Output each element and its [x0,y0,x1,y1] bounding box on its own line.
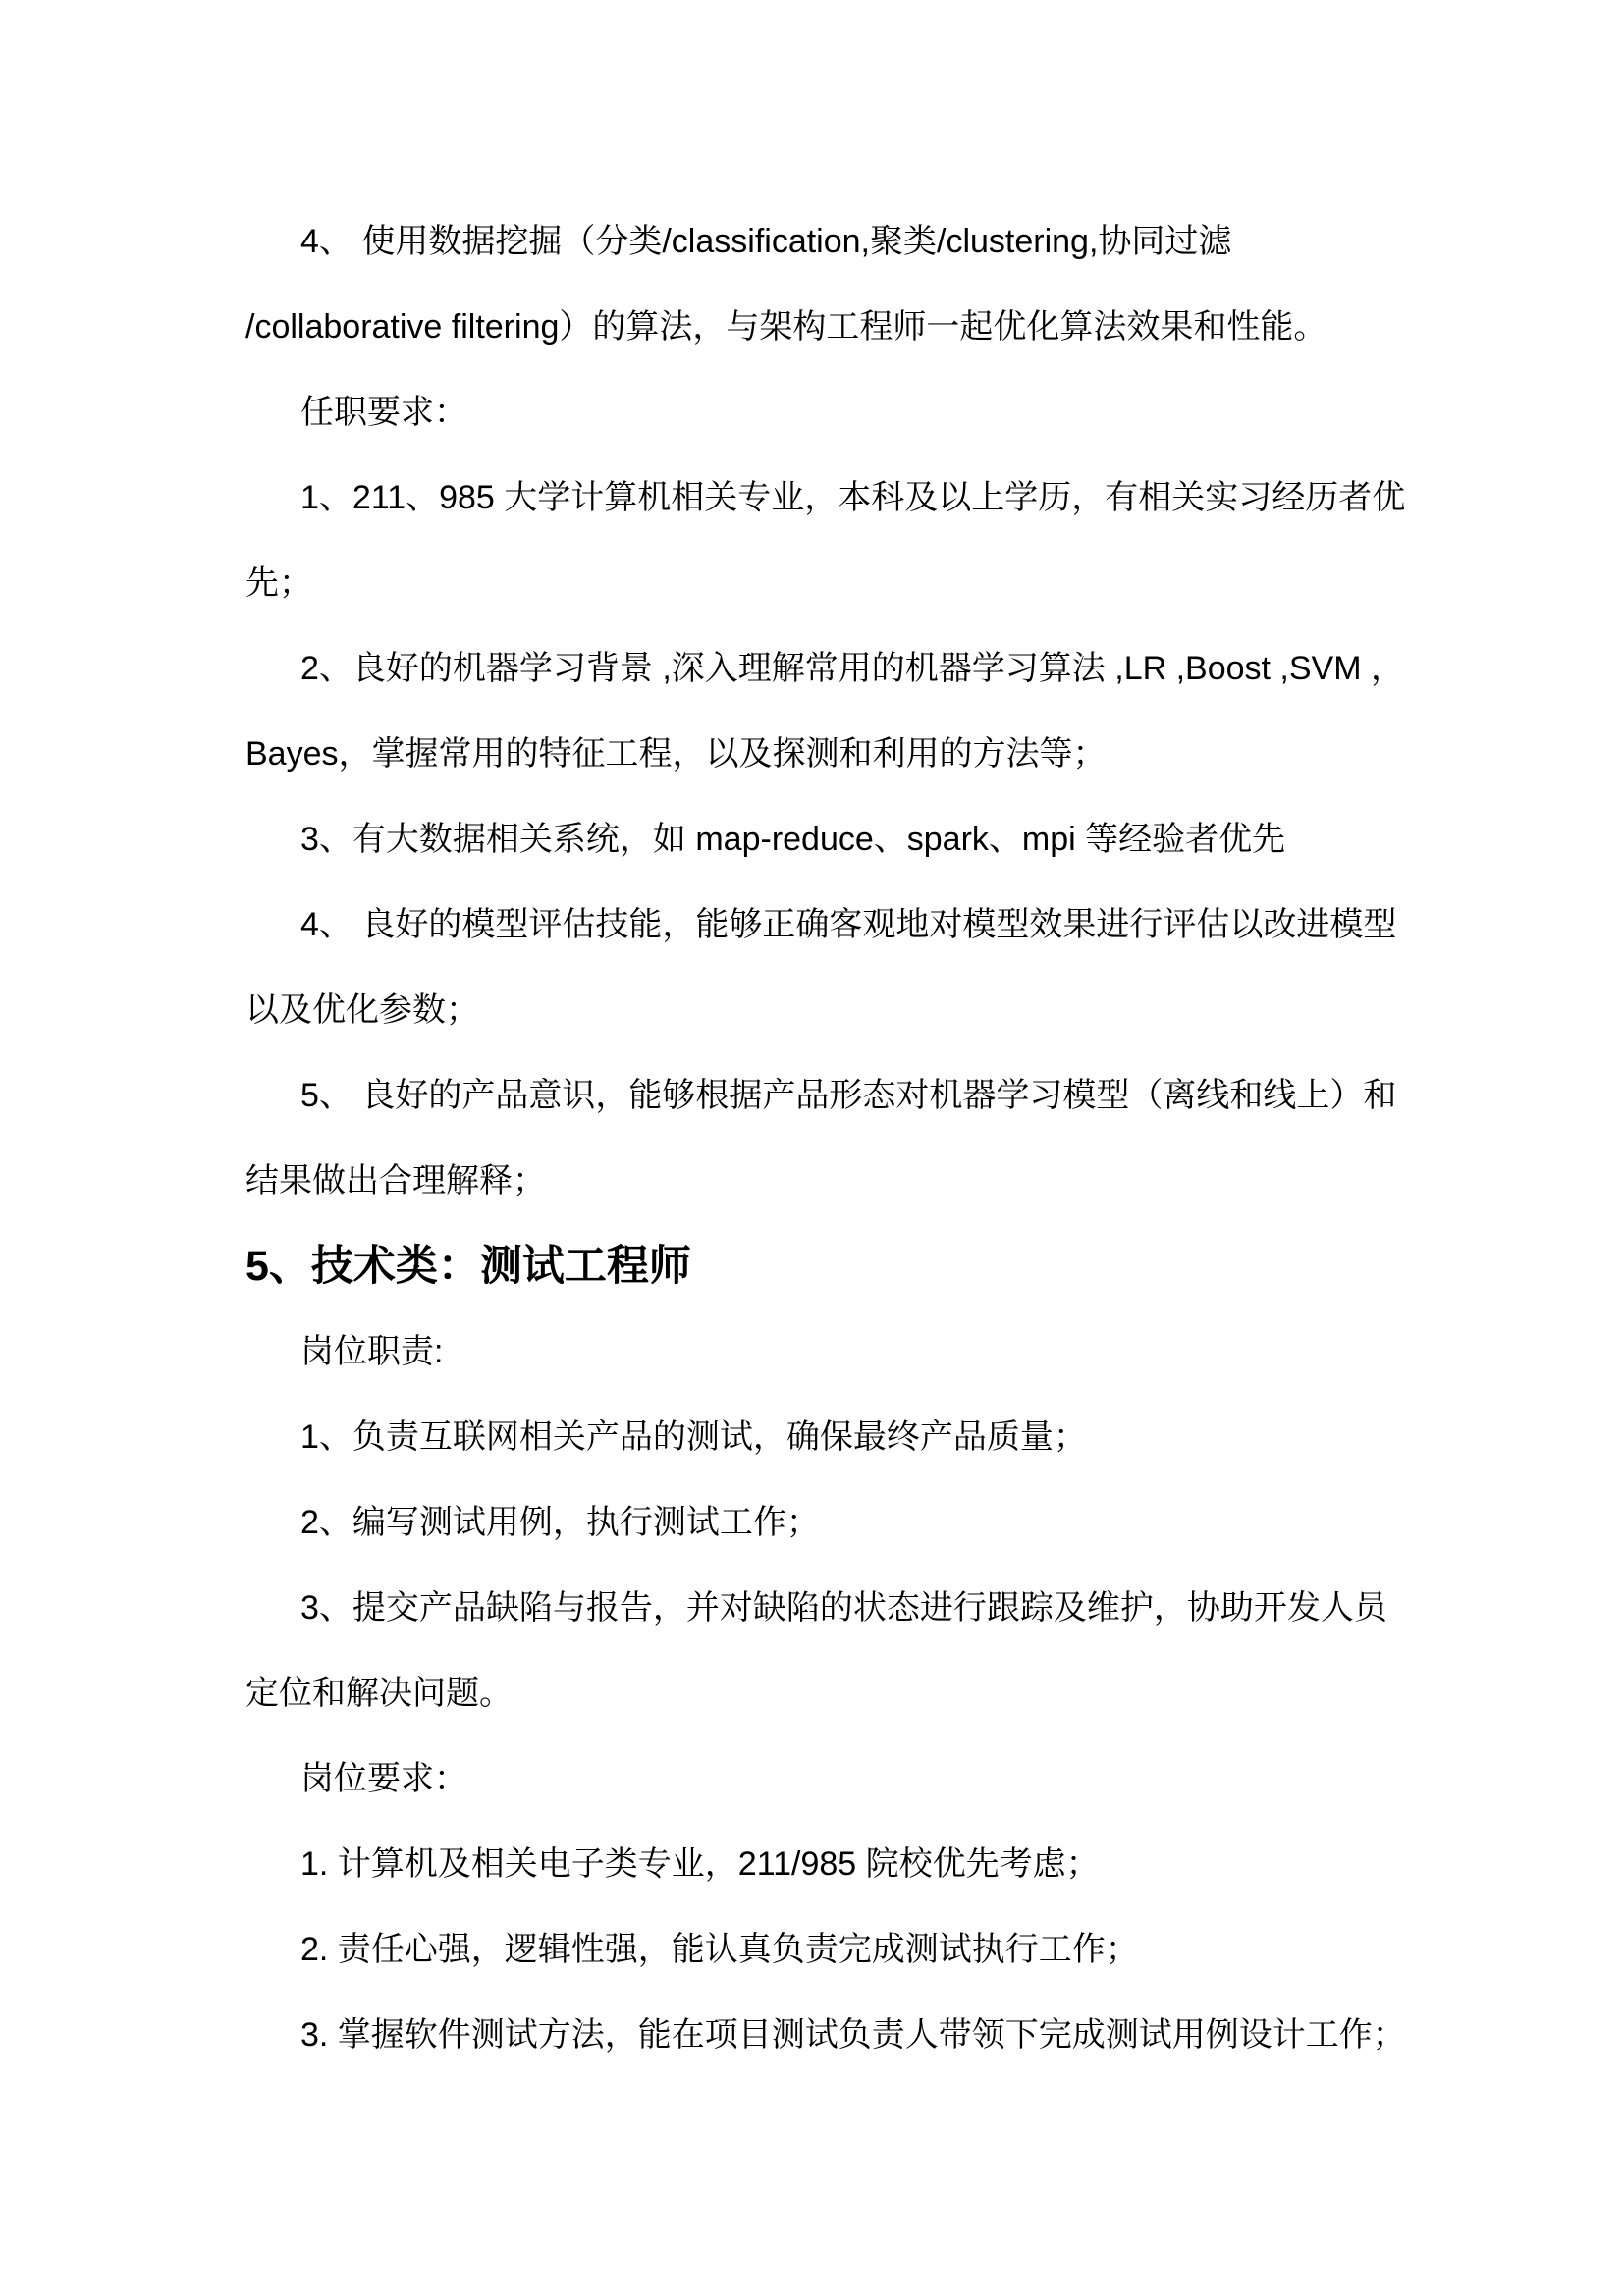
text-line: 任职要求： [300,394,467,431]
text-line: 以及优化参数； [245,991,479,1029]
text-line: 结果做出合理解释； [245,1162,546,1200]
text-line: 2、良好的机器学习背景 ,深入理解常用的机器学习算法 ,LR ,Boost ,SVM ， [300,650,1405,687]
text-line: 1、211、985 大学计算机相关专业，本科及以上学历，有相关实习经历者优 [300,479,1406,516]
document-body [245,199,1406,2078]
text-line: 3、提交产品缺陷与报告，并对缺陷的状态进行跟踪及维护，协助开发人员 [300,1589,1387,1627]
text-line: 1、负责互联网相关产品的测试，确保最终产品质量； [300,1418,1087,1456]
text-line: 4、 良好的模型评估技能，能够正确客观地对模型效果进行评估以改进模型 [300,906,1397,943]
text-line: /collaborative filtering）的算法，与架构工程师一起优化算法效果和性能。 [245,308,1327,346]
text-line: 定位和解决问题。 [245,1675,513,1712]
text-line: 4、 使用数据挖掘（分类/classification,聚类/clustering,协同过滤 [300,223,1232,260]
text-line: Bayes，掌握常用的特征工程，以及探测和利用的方法等； [245,735,1107,773]
text-line: 岗位要求： [300,1760,467,1797]
text-line: 岗位职责: [300,1333,444,1370]
text-line: 1. 计算机及相关电子类专业，211/985 院校优先考虑； [300,1845,1100,1883]
text-line: 3、有大数据相关系统，如 map-reduce、spark、mpi 等经验者优先 [300,821,1286,858]
text-line: 2. 责任心强，逻辑性强，能认真负责完成测试执行工作； [300,1931,1139,1968]
text-line: 5、 良好的产品意识，能够根据产品形态对机器学习模型（离线和线上）和 [300,1077,1397,1114]
text-line: 先； [245,564,312,602]
text-line: 3. 掌握软件测试方法，能在项目测试负责人带领下完成测试用例设计工作； [300,2016,1406,2054]
text-line: 2、编写测试用例，执行测试工作； [300,1504,820,1541]
section-heading: 5、技术类：测试工程师 [245,1243,691,1290]
